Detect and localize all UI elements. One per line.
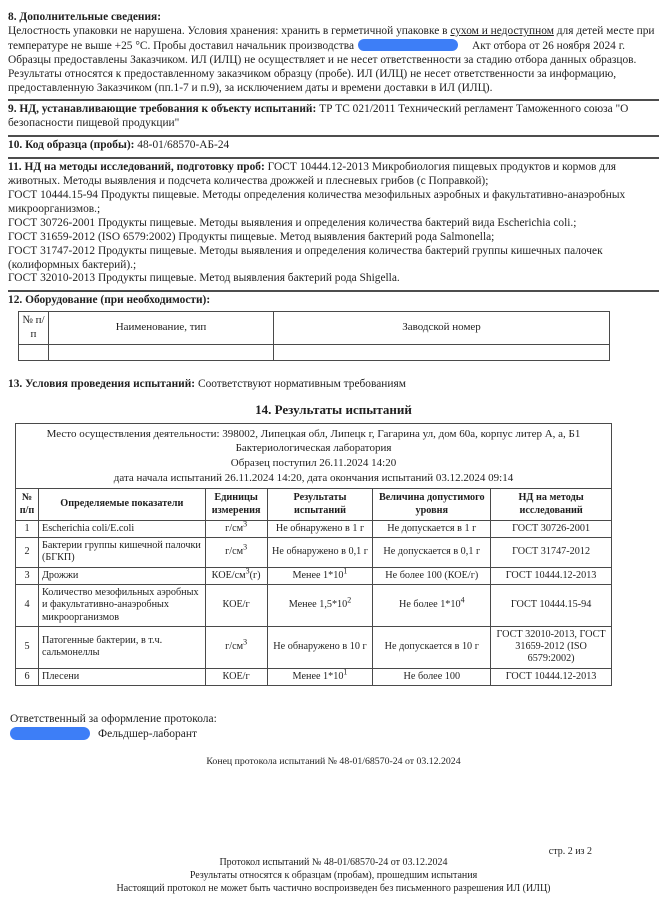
section-11-heading: 11. НД на методы исследований, подготовку проб: (8, 161, 265, 174)
result-row (16, 520, 612, 537)
unit-cell (205, 585, 267, 627)
row-num-cell: 2 (16, 538, 39, 568)
norm-base: Не более 100 (403, 670, 461, 682)
footer-protocol-number: Протокол испытаний № 48-01/68570-24 от 03.12.2024 (219, 857, 448, 868)
norm-cell (373, 668, 491, 685)
section-13 (8, 378, 659, 392)
method-cell: ГОСТ 10444.12-2013 (491, 668, 612, 685)
results-info-row (16, 423, 612, 488)
test-dates: дата начала испытаний 26.11.2024 14:20, дата окончания испытаний 03.12.2024 09:14 (113, 471, 514, 484)
indicator-cell: Бактерии группы кишечной палочки (БГКП) (38, 538, 205, 568)
indicator-cell: Патогенные бактерии, в т.ч. сальмонеллы (38, 626, 205, 668)
method-cell: ГОСТ 31747-2012 (491, 538, 612, 568)
norm-cell (373, 520, 491, 537)
row-num-cell: 1 (16, 520, 39, 537)
method-cell: ГОСТ 30726-2001 (491, 520, 612, 537)
section-12-heading: 12. Оборудование (при необходимости): (8, 294, 211, 307)
results-col-method: НД на методы исследований (491, 489, 612, 521)
section-13-heading: 13. Условия проведения испытаний: (8, 378, 196, 391)
gost-entry: ГОСТ 10444.12-2013 Микробиология пищевых продуктов и кормов для животных. Методы выявления и подсчета количества дрожжей и плесневых грибов (с Поправкой); (8, 161, 617, 188)
results-info-block (16, 423, 612, 488)
section-12 (8, 290, 659, 365)
unit-base: г/см (225, 522, 244, 534)
row-num-cell: 3 (16, 567, 39, 584)
page-number: стр. 2 из 2 (548, 846, 592, 857)
unit-cell (205, 538, 267, 568)
laboratory-name: Бактериологическая лаборатория (235, 442, 392, 455)
norm-base: Не допускается в 1 г (387, 522, 477, 534)
signature-block (10, 712, 659, 742)
result-row (16, 567, 612, 584)
section-8-paragraph-1 (8, 25, 659, 54)
unit-sup: 3 (243, 637, 248, 647)
section-11-line-1 (8, 161, 659, 189)
unit-cell (205, 520, 267, 537)
result-row (16, 626, 612, 668)
signature-label: Ответственный за оформление протокола: (10, 713, 217, 726)
unit-base: г/см (225, 546, 244, 558)
results-table (15, 423, 612, 686)
section-8-text-b: для детей месте при температуре не выше +25 °С. Пробы доставил начальник производства (8, 24, 655, 52)
indicator-cell: Escherichia coli/E.coli (38, 520, 205, 537)
result-base: Не обнаружено в 10 г (273, 641, 367, 653)
unit-cell (205, 626, 267, 668)
result-base: Менее 1*10 (292, 670, 344, 682)
method-cell: ГОСТ 32010-2013, ГОСТ 31659-2012 (ISO 6579:2002) (491, 626, 612, 668)
section-8-underlined-text: сухом и недоступном (450, 24, 554, 37)
norm-cell (373, 567, 491, 584)
result-sup: 1 (343, 566, 348, 576)
end-of-protocol-line: Конец протокола испытаний № 48-01/68570-24 от 03.12.2024 (206, 756, 461, 768)
norm-cell (373, 538, 491, 568)
results-col-result: Результаты испытаний (267, 489, 373, 521)
result-cell (267, 585, 373, 627)
unit-sup: 3 (243, 519, 248, 529)
unit-base: КОЕ/г (222, 599, 250, 611)
equipment-empty-row (19, 345, 610, 361)
section-11 (8, 157, 659, 288)
unit-cell (205, 567, 267, 584)
redaction-pill (10, 727, 90, 740)
empty-cell (49, 345, 274, 361)
row-num-cell: 4 (16, 585, 39, 627)
result-sup: 1 (343, 667, 348, 677)
empty-cell (19, 345, 49, 361)
section-9 (8, 99, 659, 133)
results-col-norm: Величина допустимого уровня (373, 489, 491, 521)
section-10 (8, 135, 659, 155)
results-col-num: № п/п (16, 489, 39, 521)
empty-cell (274, 345, 610, 361)
method-cell: ГОСТ 10444.15-94 (491, 585, 612, 627)
norm-sup: 4 (460, 595, 465, 605)
signature-position: Фельдшер-лаборант (98, 728, 198, 741)
section-9-heading: 9. НД, устанавливающие требования к объекту испытаний: (8, 103, 317, 116)
unit-base: КОЕ/г (222, 670, 250, 682)
norm-base: Не допускается в 0,1 г (383, 546, 481, 558)
result-cell (267, 567, 373, 584)
row-num-cell: 6 (16, 668, 39, 685)
redaction-pill (358, 39, 458, 51)
result-base: Не обнаружено в 1 г (275, 522, 365, 534)
footer-results-note: Результаты относятся к образцам (пробам), прошедшим испытания (189, 870, 478, 881)
norm-base: Не допускается в 10 г (384, 641, 479, 653)
result-cell (267, 626, 373, 668)
result-row (16, 668, 612, 685)
indicator-cell: Дрожжи (38, 567, 205, 584)
unit-tail: (г) (249, 569, 261, 581)
result-base: Не обнаружено в 0,1 г (272, 546, 368, 558)
result-base: Менее 1,5*10 (288, 599, 348, 611)
equipment-col-num-header: № п/п (19, 312, 49, 345)
section-8-text-c: Акт отбора от 26 ноября 2024 г. (472, 39, 625, 52)
norm-cell (373, 585, 491, 627)
row-num-cell: 5 (16, 626, 39, 668)
unit-sup: 3 (243, 542, 248, 552)
result-cell (267, 538, 373, 568)
result-cell (267, 520, 373, 537)
results-header-row (16, 489, 612, 521)
norm-cell (373, 626, 491, 668)
unit-base: г/см (225, 641, 244, 653)
unit-base: КОЕ/см (211, 569, 246, 581)
section-8-paragraph-2: Образцы предоставлены Заказчиком. ИЛ (ИЛЦ) не осуществляет и не несет ответственности за стадию отбора данных образцов. Результаты относятся к предоставленному заказчиком образцу (пробе). ИЛ (ИЛЦ) не несет ответственности за информацию, предоставленную Заказчиком (пп.1-7 и п.9), за исключением даты и времени доставки в ИЛ (ИЛЦ). (8, 53, 637, 94)
section-14-title: 14. Результаты испытаний (255, 401, 412, 417)
result-row (16, 538, 612, 568)
gost-entry: ГОСТ 10444.15-94 Продукты пищевые. Методы определения количества мезофильных аэробных и факультативно-анаэробных микроорганизмов.; (8, 188, 626, 215)
gost-entry: ГОСТ 32010-2013 Продукты пищевые. Метод выявления бактерий рода Shigella. (8, 272, 400, 285)
equipment-table-header-row (19, 312, 610, 345)
gost-entry: ГОСТ 30726-2001 Продукты пищевые. Методы выявления и определения количества бактерий вида Escherichia coli.; (8, 216, 577, 229)
equipment-col-name-header: Наименование, тип (49, 312, 274, 345)
unit-sup: 3 (245, 566, 250, 576)
section-8-text-a: Целостность упаковки не нарушена. Условия хранения: хранить в герметичной упаковке в (8, 24, 451, 37)
unit-cell (205, 668, 267, 685)
norm-base: Не более 1*10 (398, 599, 461, 611)
result-cell (267, 668, 373, 685)
page-footer (0, 843, 667, 895)
section-8 (8, 10, 659, 97)
signature-line (10, 727, 659, 742)
section-10-heading: 10. Код образца (пробы): (8, 139, 135, 152)
section-13-text: Соответствуют нормативным требованиям (197, 378, 406, 391)
results-col-indicator: Определяемые показатели (38, 489, 205, 521)
sample-code: 48-01/68570-АБ-24 (137, 139, 230, 152)
section-9-text: ТР ТС 021/2011 Технический регламент Таможенного союза "О безопасности пищевой продукции" (8, 103, 629, 130)
section-8-heading: 8. Дополнительные сведения: (8, 11, 161, 23)
result-row (16, 585, 612, 627)
activity-address: Место осуществления деятельности: 398002, Липецкая обл, Липецк г, Гагарина ул, дом 60а, корпус литер А, а, Б1 (46, 427, 581, 440)
result-base: Менее 1*10 (292, 569, 344, 581)
equipment-col-serial-header: Заводской номер (274, 312, 610, 345)
indicator-cell: Плесени (38, 668, 205, 685)
sample-received-date: Образец поступил 26.11.2024 14:20 (230, 457, 397, 470)
footer-reproduction-note: Настоящий протокол не может быть частично воспроизведен без письменного разрешения ИЛ (ИЛЦ) (116, 883, 551, 894)
result-sup: 2 (347, 595, 352, 605)
indicator-cell: Количество мезофильных аэробных и факультативно-анаэробных микроорганизмов (38, 585, 205, 627)
equipment-table (18, 311, 610, 361)
norm-base: Не более 100 (КОЕ/г) (385, 569, 479, 581)
gost-entry: ГОСТ 31747-2012 Продукты пищевые. Методы выявления и определения количества бактерий группы кишечных палочек (колиформных бактерий).; (8, 244, 603, 271)
method-cell: ГОСТ 10444.12-2013 (491, 567, 612, 584)
results-col-unit: Единицы измерения (205, 489, 267, 521)
gost-entry: ГОСТ 31659-2012 (ISO 6579:2002) Продукты пищевые. Метод выявления бактерий рода Salmonella; (8, 230, 495, 243)
